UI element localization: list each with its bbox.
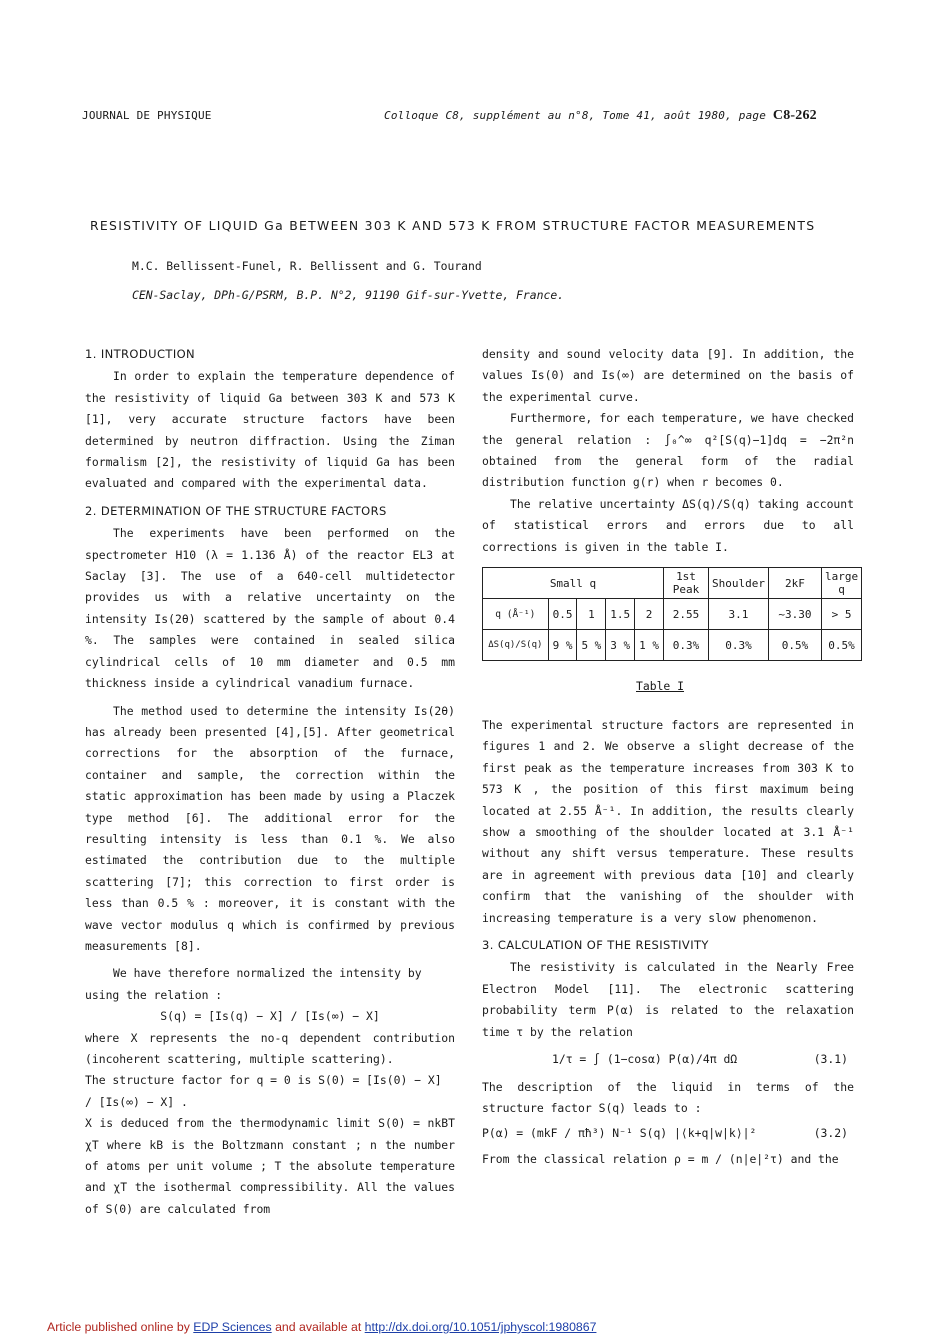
table-cell: 3 %	[606, 630, 635, 661]
equation-3-1	[482, 1049, 854, 1070]
table-cell: 1 %	[635, 630, 664, 661]
table-row-q	[483, 599, 862, 630]
table-cell: ~3.30	[768, 599, 821, 630]
footer-prefix: Article published online by	[47, 1320, 190, 1334]
equation-3-1-body: 1/τ = ∫ (1−cosα) P(α)/4π dΩ	[552, 1052, 738, 1067]
right-column-bottom	[482, 715, 854, 1170]
edp-sciences-link[interactable]: EDP Sciences	[193, 1320, 272, 1334]
table-head-shoulder: Shoulder	[709, 568, 769, 599]
paper-title: RESISTIVITY OF LIQUID Ga BETWEEN 303 K AND 573 K FROM STRUCTURE FACTOR MEASUREMENTS	[90, 218, 816, 233]
table-head-large-q: large q	[821, 568, 861, 599]
table-cell: 5 %	[577, 630, 606, 661]
table-head-first-peak: 1st Peak	[664, 568, 709, 599]
s2-paragraph-4: where X represents the no-q dependent contribution (incoherent scattering, multiple scattering).	[85, 1030, 455, 1066]
table-cell: 3.1	[709, 599, 769, 630]
table-cell: 9 %	[548, 630, 577, 661]
table-cell: 1	[577, 599, 606, 630]
table-header-row	[483, 568, 862, 599]
colloque-info	[384, 108, 817, 124]
r-paragraph-4: The experimental structure factors are represented in figures 1 and 2. We observe a slight decrease of the first peak as the temperature increases from 303 K to 573 K , the position of this first maximum being located at 2.55 Å⁻¹. In addition, the results clearly show a smoothing of the shoulder located at 3.1 Å⁻¹ without any shift versus temperature. These results are in agreement with previous data [10] and clearly confirm that the vanishing of the shoulder with increasing temperature is a very slow phenomenon.	[482, 718, 854, 925]
table-cell: 2.55	[664, 599, 709, 630]
s2-paragraph-6: X is deduced from the thermodynamic limit S(0) = nkBT χT where kB is the Boltzmann constant ; n the number of atoms per unit volume ; T the absolute temperature and χT the isothermal compressibility. All the values of S(0) are calculated from	[85, 1116, 455, 1216]
table-cell: 2	[635, 599, 664, 630]
journal-name: JOURNAL DE PHYSIQUE	[82, 109, 212, 122]
intro-paragraph: In order to explain the temperature dependence of the resistivity of liquid Ga between 303 K and 573 K [1], very accurate structure factors have been determined by neutron diffraction. Using the Ziman formalism [2], the resistivity of liquid Ga has been evaluated and compared with the experimental data.	[85, 369, 455, 491]
s3-paragraph-2: The description of the liquid in terms of the structure factor S(q) leads to :	[482, 1079, 854, 1115]
table-head-2kf: 2kF	[768, 568, 821, 599]
equation-3-1-number: (3.1)	[813, 1052, 848, 1067]
footer-middle: and available at	[275, 1320, 362, 1334]
colloque-text: Colloque C8, supplément au n°8, Tome 41, août 1980, page	[384, 109, 767, 122]
table-cell: 0.3%	[709, 630, 769, 661]
page-number: C8-262	[772, 108, 817, 123]
left-column	[85, 344, 455, 1220]
doi-link[interactable]: http://dx.doi.org/10.1051/jphyscol:1980867	[364, 1320, 597, 1334]
authors: M.C. Bellissent-Funel, R. Bellissent and G. Tourand	[132, 259, 482, 273]
table-row-ds-label: ΔS(q)/S(q)	[483, 630, 549, 661]
equation-3-2	[482, 1123, 854, 1144]
s2-paragraph-2: The method used to determine the intensity Is(2θ) has already been presented [4],[5]. After geometrical corrections for the absorption of the furnace, container and sample, the correction within the static approximation has been made by using a Placzek type method [6]. The additional error for the resulting intensity is less than 0.1 %. We also estimated the contribution due to the multiple scattering [7]; this correction to first order is less than 0.5 % : moreover, it is constant with the wave vector modulus q which is confirmed by previous measurements [8].	[85, 703, 455, 953]
table-cell: 1.5	[606, 599, 635, 630]
section-3-heading: 3. CALCULATION OF THE RESISTIVITY	[482, 938, 709, 953]
section-2-heading: 2. DETERMINATION OF THE STRUCTURE FACTORS	[85, 503, 387, 518]
s3-paragraph-1: The resistivity is calculated in the Nearly Free Electron Model [11]. The electronic scattering probability term P(α) is related to the relaxation time τ by the relation	[482, 960, 854, 1039]
r-paragraph-2: Furthermore, for each temperature, we have checked the general relation : ∫₀^∞ q²[S(q)−1]dq = −2π²n obtained from the general form of the radial distribution function g(r) when r becomes 0.	[482, 411, 854, 490]
section-1-heading: 1. INTRODUCTION	[85, 347, 196, 361]
s2-paragraph-1: The experiments have been performed on the spectrometer H10 (λ = 1.136 Å) of the reactor EL3 at Saclay [3]. The use of a 640-cell multidetector provides us with a relative uncertainty on the intensity Is(2θ) scattered by the sample of about 0.4 %. The samples were contained in sealed silica cylindrical cells of 10 mm diameter and 0.5 mm thickness inside a cylindrical vanadium furnace.	[85, 526, 455, 691]
equation-sq: S(q) = [Is(q) − X] / [Is(∞) − X]	[160, 1009, 380, 1024]
table-caption: Table I	[636, 679, 685, 693]
r-paragraph-1: density and sound velocity data [9]. In addition, the values Is(0) and Is(∞) are determined on the basis of the experimental curve.	[482, 347, 854, 404]
table-row-q-label: q (Å⁻¹)	[483, 599, 549, 630]
s2-paragraph-5: The structure factor for q = 0 is S(0) = [Is(0) − X] / [Is(∞) − X] .	[85, 1073, 442, 1109]
table-cell: > 5	[821, 599, 861, 630]
equation-3-2-body: P(α) = (mkF / πħ³) N⁻¹ S(q) |⟨k+q|w|k⟩|²	[482, 1126, 757, 1141]
affiliation: CEN-Saclay, DPh-G/PSRM, B.P. N°2, 91190 Gif-sur-Yvette, France.	[132, 288, 565, 302]
table-cell: 0.5%	[768, 630, 821, 661]
table-cell: 0.5%	[821, 630, 861, 661]
table-cell: 0.5	[548, 599, 577, 630]
table-1	[482, 567, 862, 661]
equation-3-2-number: (3.2)	[813, 1126, 848, 1141]
s3-paragraph-3: From the classical relation ρ = m / (n|e|²τ) and the	[482, 1151, 839, 1166]
table-row-uncertainty	[483, 630, 862, 661]
table-cell: 0.3%	[664, 630, 709, 661]
table-head-small-q: Small q	[483, 568, 664, 599]
r-paragraph-3: The relative uncertainty ΔS(q)/S(q) taking account of statistical errors and errors due to all corrections is given in the table I.	[482, 496, 854, 554]
right-column-top	[482, 344, 854, 558]
publication-footer	[47, 1320, 596, 1334]
s2-paragraph-3: We have therefore normalized the intensity by using the relation :	[85, 966, 422, 1002]
